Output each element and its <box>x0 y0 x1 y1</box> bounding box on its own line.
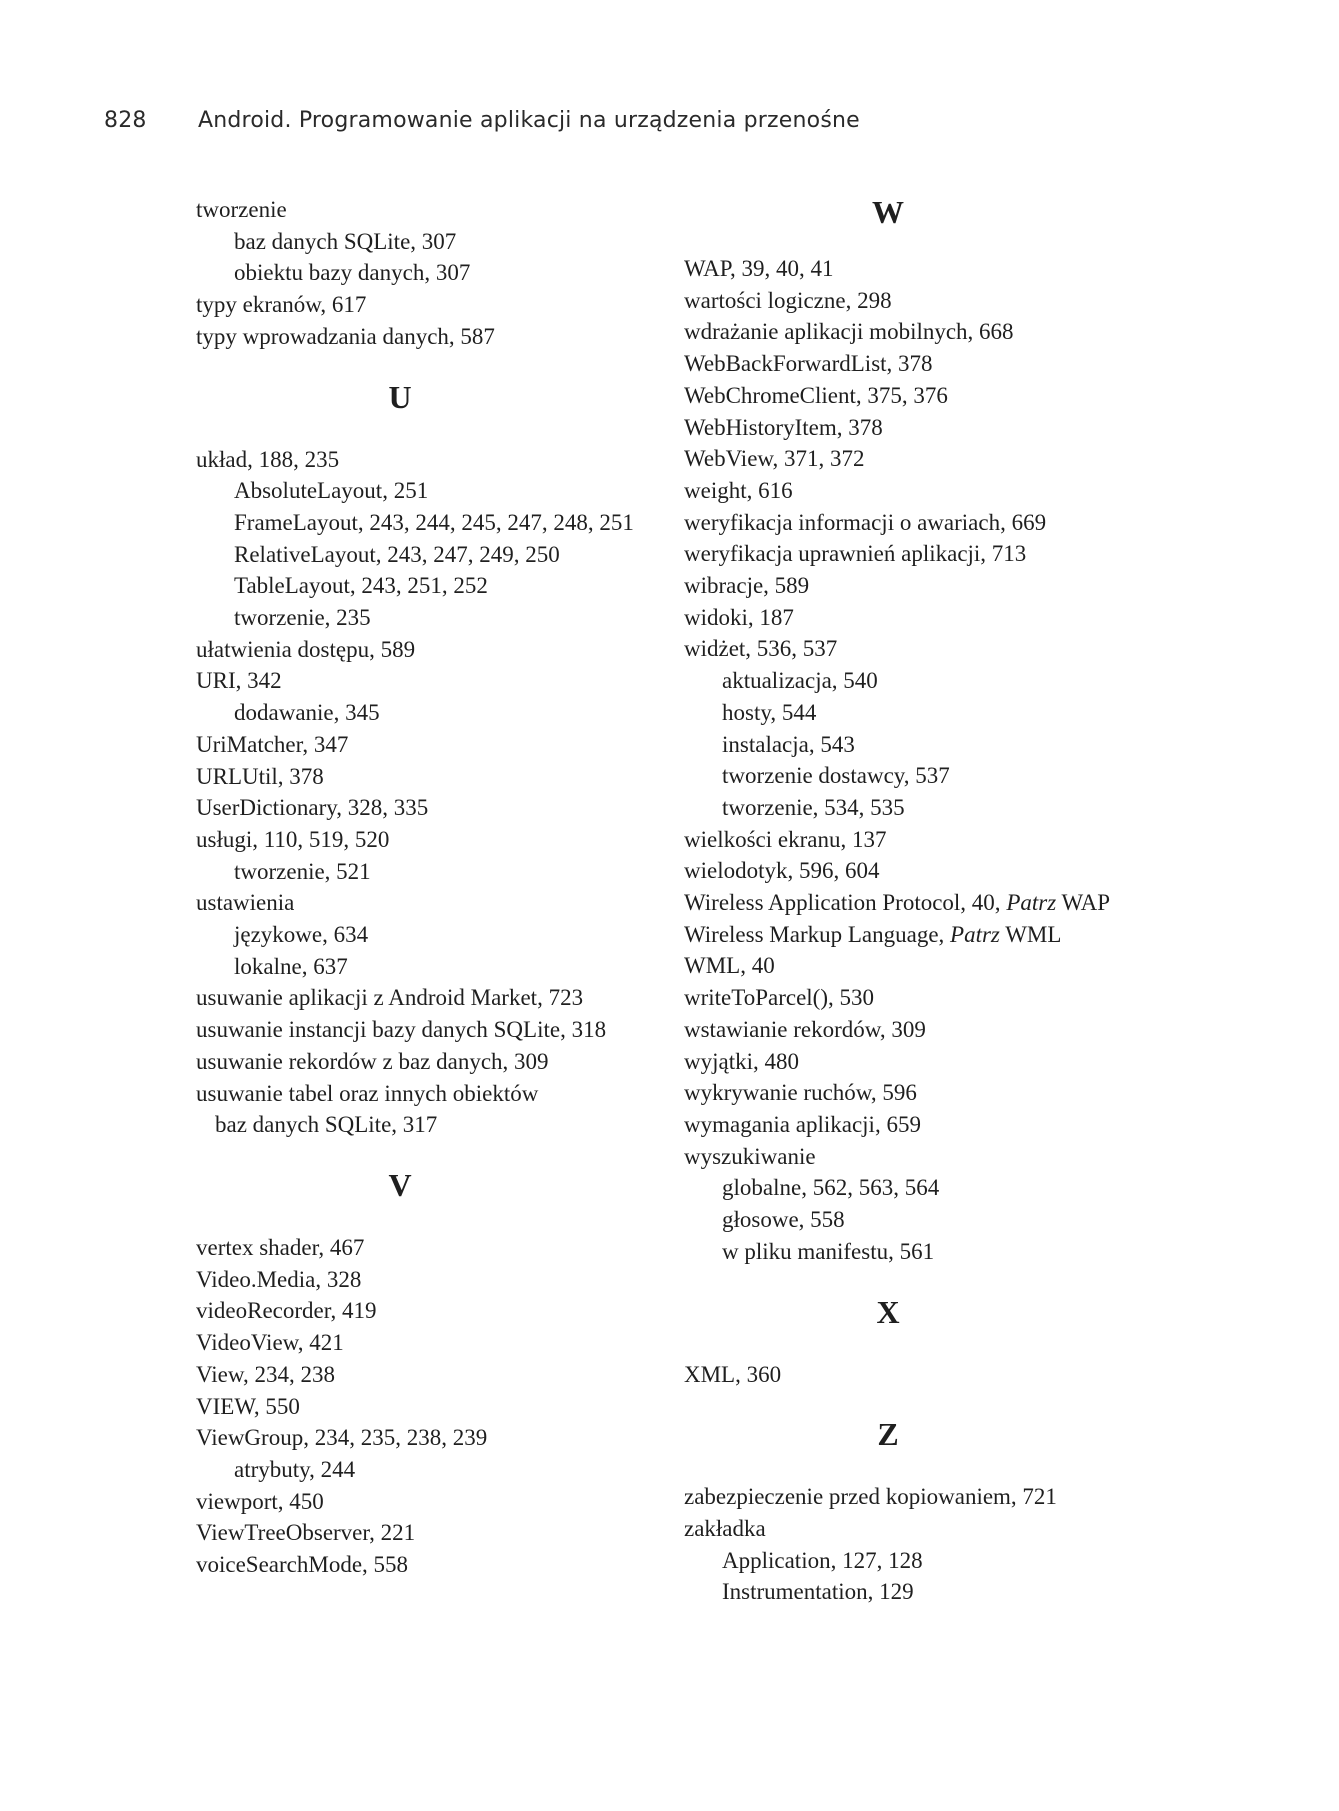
index-entry: ustawienia <box>196 890 295 916</box>
index-entry: ViewGroup, 234, 235, 238, 239 <box>196 1425 488 1451</box>
index-subentry: tworzenie, 235 <box>234 605 371 631</box>
index-entry: typy wprowadzania danych, 587 <box>196 323 495 349</box>
index-entry: WAP, 39, 40, 41 <box>684 256 834 281</box>
index-subentry: lokalne, 637 <box>234 953 348 979</box>
reference-target: WAP <box>1056 890 1111 916</box>
index-entry: wymagania aplikacji, 659 <box>684 1111 921 1137</box>
index-entry: usuwanie aplikacji z Android Market, 723 <box>196 985 584 1011</box>
section-letter-w: W <box>872 194 904 230</box>
index-entry: usuwanie rekordów z baz danych, 309 <box>196 1048 549 1074</box>
index-subentry: tworzenie, 521 <box>234 858 371 884</box>
index-entry: voiceSearchMode, 558 <box>196 1552 409 1578</box>
index-entry: weryfikacja uprawnień aplikacji, 713 <box>684 541 1027 567</box>
index-entry: wyjątki, 480 <box>684 1048 799 1074</box>
index-entry: URLUtil, 378 <box>196 763 324 789</box>
index-entry: View, 234, 238 <box>196 1361 335 1387</box>
index-entry: wielodotyk, 596, 604 <box>684 858 880 884</box>
index-entry: videoRecorder, 419 <box>196 1298 377 1324</box>
reference-target: WML <box>999 921 1062 947</box>
index-entry: weight, 616 <box>684 477 793 503</box>
index-entry: XML, 360 <box>684 1361 782 1387</box>
index-entry: VideoView, 421 <box>196 1330 344 1356</box>
section-letter-x: X <box>876 1293 900 1330</box>
index-entry: WebHistoryItem, 378 <box>684 414 883 440</box>
index-entry-cross-reference <box>684 919 1204 951</box>
index-entry: tworzenie <box>196 197 287 222</box>
index-entry: usługi, 110, 519, 520 <box>196 826 390 852</box>
index-subentry: Instrumentation, 129 <box>722 1579 914 1605</box>
index-entry: WebBackForwardList, 378 <box>684 351 933 377</box>
index-entry: zakładka <box>684 1515 766 1541</box>
index-subentry: baz danych SQLite, 307 <box>234 228 457 254</box>
index-entry: typy ekranów, 617 <box>196 292 367 318</box>
index-entry: wyszukiwanie <box>684 1143 816 1169</box>
index-subentry: aktualizacja, 540 <box>722 668 878 694</box>
index-entry: wstawianie rekordów, 309 <box>684 1016 926 1042</box>
index-entry: WebView, 371, 372 <box>684 446 865 472</box>
index-subentry: głosowe, 558 <box>722 1207 845 1233</box>
index-entry-continuation: baz danych SQLite, 317 <box>215 1112 438 1138</box>
index-entry: vertex shader, 467 <box>196 1234 365 1260</box>
index-entry: writeToParcel(), 530 <box>684 985 874 1011</box>
index-subentry: tworzenie dostawcy, 537 <box>722 763 950 789</box>
index-subentry: FrameLayout, 243, 244, 245, 247, 248, 251 <box>234 509 634 535</box>
index-subentry: dodawanie, 345 <box>234 700 380 726</box>
index-entry: WebChromeClient, 375, 376 <box>684 382 948 408</box>
index-entry: UserDictionary, 328, 335 <box>196 795 429 821</box>
section-letter-z: Z <box>877 1416 899 1453</box>
index-subentry: instalacja, 543 <box>722 731 855 757</box>
section-letter-v: V <box>388 1166 412 1203</box>
index-subentry: globalne, 562, 563, 564 <box>722 1175 940 1201</box>
index-subentry: hosty, 544 <box>722 699 817 725</box>
index-subentry: tworzenie, 534, 535 <box>722 794 905 820</box>
index-entry: układ, 188, 235 <box>196 446 340 472</box>
index-entry: UriMatcher, 347 <box>196 731 349 757</box>
page-number: 828 <box>104 108 147 133</box>
index-entry: weryfikacja informacji o awariach, 669 <box>684 509 1047 535</box>
index-entry: wykrywanie ruchów, 596 <box>684 1080 917 1106</box>
running-header <box>104 108 1254 133</box>
see-reference: Patrz <box>1006 890 1057 916</box>
index-entry: zabezpieczenie przed kopiowaniem, 721 <box>684 1484 1057 1510</box>
entry-text: Wireless Markup Language, <box>684 921 951 947</box>
index-entry: widoki, 187 <box>684 604 794 630</box>
entry-text: Wireless Application Protocol, 40, <box>684 890 1007 916</box>
index-column-left <box>196 194 676 1581</box>
index-subentry: językowe, 634 <box>234 922 369 948</box>
index-entry: wielkości ekranu, 137 <box>684 826 887 852</box>
index-entry: ViewTreeObserver, 221 <box>196 1520 416 1546</box>
book-title: Android. Programowanie aplikacji na urządzenia przenośne <box>198 108 860 133</box>
index-entry-cross-reference <box>684 887 1204 919</box>
index-entry: usuwanie instancji bazy danych SQLite, 318 <box>196 1017 607 1043</box>
index-subentry: TableLayout, 243, 251, 252 <box>234 573 488 599</box>
index-subentry: AbsoluteLayout, 251 <box>234 478 429 504</box>
index-subentry: obiektu bazy danych, 307 <box>234 260 471 286</box>
index-entry: widżet, 536, 537 <box>684 636 838 662</box>
index-subentry: Application, 127, 128 <box>722 1547 923 1573</box>
index-entry: wdrażanie aplikacji mobilnych, 668 <box>684 319 1014 345</box>
index-subentry: atrybuty, 244 <box>234 1456 356 1482</box>
index-entry: ułatwienia dostępu, 589 <box>196 636 416 662</box>
index-entry: WML, 40 <box>684 953 775 979</box>
index-column-right <box>684 194 1204 1608</box>
index-entry: URI, 342 <box>196 668 282 694</box>
index-entry: wartości logiczne, 298 <box>684 287 892 313</box>
index-entry: viewport, 450 <box>196 1488 324 1514</box>
section-letter-u: U <box>388 378 412 415</box>
index-entry: VIEW, 550 <box>196 1393 300 1419</box>
index-entry: wibracje, 589 <box>684 573 810 599</box>
index-subentry: w pliku manifestu, 561 <box>722 1238 935 1264</box>
index-entry: Video.Media, 328 <box>196 1266 362 1292</box>
see-reference: Patrz <box>950 921 1000 947</box>
index-entry: usuwanie tabel oraz innych obiektów <box>196 1080 539 1106</box>
index-subentry: RelativeLayout, 243, 247, 249, 250 <box>234 541 560 567</box>
